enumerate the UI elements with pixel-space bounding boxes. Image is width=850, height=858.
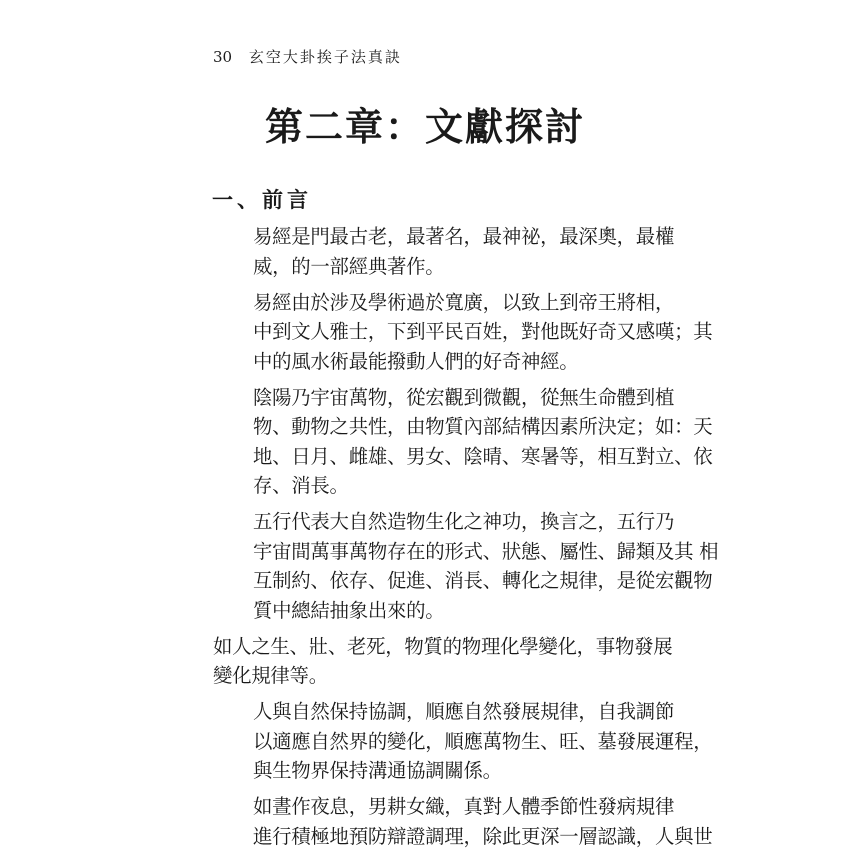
text-line: 易經由於涉及學術過於寬廣，以致上到帝王將相， xyxy=(253,290,675,314)
book-title: 玄空大卦挨子法真訣 xyxy=(248,48,402,66)
chapter-title: 第二章：文獻探討 xyxy=(264,104,585,149)
text-line: 中的風水術最能撥動人們的好奇神經。 xyxy=(253,349,579,373)
text-line: 與生物界保持溝通協調關係。 xyxy=(253,759,502,782)
paragraph xyxy=(213,383,713,501)
text-line: 如晝作夜息，男耕女織，真對人體季節性發病規律 xyxy=(253,795,675,818)
page-number: 30 xyxy=(213,48,233,66)
running-head xyxy=(213,46,402,67)
text-line: 中到文人雅士，下到平民百姓，對他既好奇又感嘆；其 xyxy=(253,320,713,343)
text-line: 宇宙間萬事萬物存在的形式、狀態、屬性、歸類及其 相 xyxy=(253,539,719,563)
body-text xyxy=(213,222,719,858)
text-line: 物、動物之共性，由物質內部結構因素所決定；如：天 xyxy=(253,415,713,438)
text-line: 以適應自然界的變化，順應萬物生、旺、墓發展運程， xyxy=(253,729,713,753)
paragraph xyxy=(213,288,713,377)
text-line: 人與自然保持協調，順應自然發展規律，自我調節 xyxy=(253,700,675,723)
text-line: 變化規律等。 xyxy=(213,664,328,687)
text-line: 存、消長。 xyxy=(253,474,349,497)
paragraph xyxy=(213,632,673,691)
text-line: 質中總結抽象出來的。 xyxy=(253,598,445,622)
section-heading: 一、前言 xyxy=(212,187,312,212)
paragraph xyxy=(213,222,675,281)
paragraph xyxy=(213,697,713,786)
text-line: 地、日月、雌雄、男女、陰晴、寒暑等，相互對立、依 xyxy=(253,444,713,468)
paragraph xyxy=(213,792,713,851)
paragraph xyxy=(213,507,719,625)
text-line: 進行積極地預防辯證調理，除此更深一層認識，人與世 xyxy=(253,824,713,848)
text-line: 五行代表大自然造物生化之神功，換言之，五行乃 xyxy=(253,510,675,533)
text-line: 威，的一部經典著作。 xyxy=(253,254,445,278)
text-line: 如人之生、壯、老死，物質的物理化學變化，事物發展 xyxy=(213,634,673,658)
text-line: 陰陽乃宇宙萬物，從宏觀到微觀，從無生命體到植 xyxy=(253,385,675,409)
text-line: 互制約、依存、促進、消長、轉化之規律，是從宏觀物 xyxy=(253,569,713,592)
text-line: 易經是門最古老，最著名，最神祕，最深奧，最權 xyxy=(253,225,675,248)
